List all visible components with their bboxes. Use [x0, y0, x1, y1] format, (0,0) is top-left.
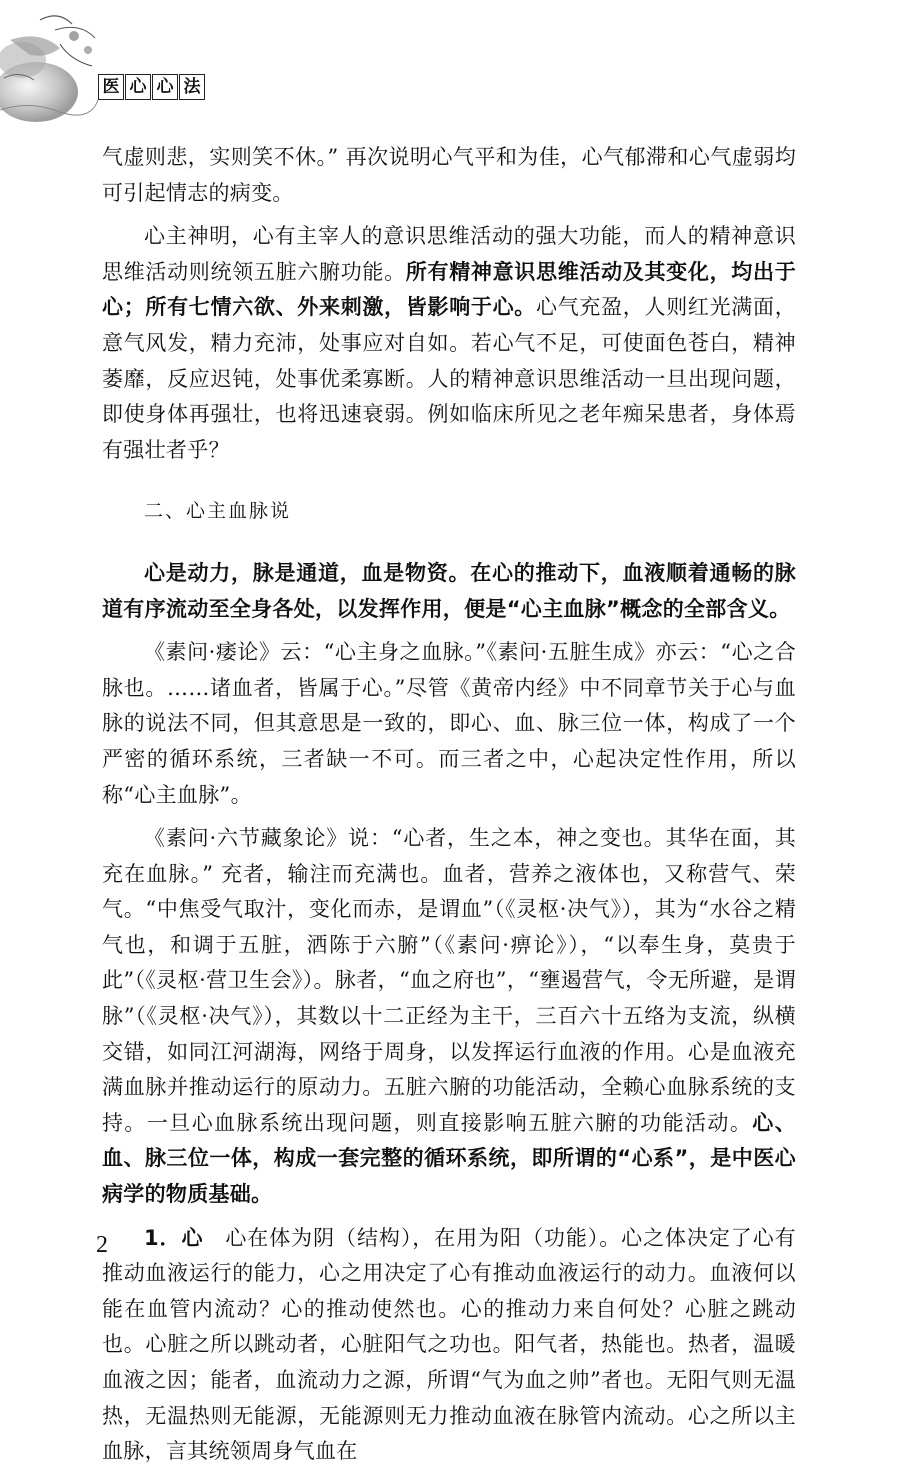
- paragraph-continuation: 气虚则悲，实则笑不休。” 再次说明心气平和为佳，心气郁滞和心气虚弱均可引起情志的病变。: [102, 145, 796, 205]
- paragraph-heart-item: [102, 1221, 796, 1470]
- text-run: 《素问·六节藏象论》说：“心者，生之本，神之变也。其华在面，其充在血脉。” 充者，输注而充满也。血者，营养之液体也，又称营气、荣气。“中焦受气取汁，变化而赤，是谓血”（《灵枢·决气》），其为“水谷之精气也，和调于五脏，洒陈于六腑”（《素问·痹论》），“以奉生身，莫贵于此”（《灵枢·营卫生会》）。脉者，“血之府也”，“壅遏营气，令无所避，是谓脉”（《灵枢·决气》），其数以十二正经为主干，三百六十五络为支流，纵横交错，如同江河湖海，网络于周身，以发挥运行血液的作用。心是血液充满血脉并推动运行的原动力。五脏六腑的功能活动，全赖心血脉系统的支持。一旦心血脉系统出现问题，则直接影响五脏六腑的功能活动。: [102, 826, 796, 1135]
- paragraph-heart-governs-spirit: [102, 219, 796, 468]
- book-title-char: 心: [125, 74, 151, 100]
- item-label: 1．心: [144, 1225, 204, 1250]
- paragraph-classics: 《素问·痿论》云：“心主身之血脉。”《素问·五脏生成》亦云：“心之合脉也。……诸血者，皆属于心。”尽管《黄帝内经》中不同章节关于心与血脉的说法不同，但其意思是一致的，即心、血、脉三位一体，构成了一个严密的循环系统，三者缺一不可。而三者之中，心起决定性作用，所以称“心主血脉”。: [102, 640, 796, 807]
- book-title: [98, 74, 205, 100]
- paragraph-definition: [102, 556, 796, 627]
- text-run: 心在体为阴（结构），在用为阳（功能）。心之体决定了心有推动血液运行的能力，心之用决定了心有推动血液运行的动力。血液何以能在血管内流动？心的推动使然也。心的推动力来自何处？心脏之跳动也。心脏之所以跳动者，心脏阳气之功也。阳气者，热能也。热者，温暖血液之因；能者，血流动力之源，所谓“气为血之帅”者也。无阳气则无温热，无温热则无能源，无能源则无力推动血液在脉管内流动。心之所以主血脉，言其统领周身气血在: [102, 1225, 796, 1464]
- page-body: [102, 140, 796, 1470]
- floral-ornament-icon: [0, 0, 220, 130]
- text-run: 心气充盈，人则红光满面，意气风发，精力充沛，处事应对自如。若心气不足，可使面色苍白，精神萎靡，反应迟钝，处事优柔寡断。人的精神意识思维活动一旦出现问题，即使身体再强壮，也将迅速衰弱。例如临床所见之老年痴呆患者，身体焉有强壮者乎？: [102, 295, 796, 462]
- section-heading: 二、心主血脉说: [144, 500, 292, 523]
- paragraph-liujie-zangxiang: [102, 821, 796, 1213]
- book-title-char: 法: [179, 74, 205, 100]
- page-header: [0, 0, 900, 140]
- page-number: 2: [96, 1232, 108, 1258]
- bold-run: 所有精神意识思维活动及其变化，均出于心；所有七情六欲、外来刺激，皆影响于心。: [102, 259, 796, 320]
- text-run: 血液顺着通畅的脉道有序流动至全身各处，以发挥作用，便是“心主血脉”概念的全部含义。: [102, 560, 796, 621]
- bold-run: 心是动力，脉是通道，血是物资。在心的推动下，: [144, 560, 623, 585]
- book-title-char: 医: [98, 74, 124, 100]
- text-run: 心主神明，心有主宰人的意识思维活动的强大功能，而人的精神意识思维活动则统领五脏六腑功能。: [102, 224, 796, 284]
- book-title-char: 心: [152, 74, 178, 100]
- bold-run: 心、血、脉三位一体，构成一套完整的循环系统，即所谓的“心系”，是中医心病学的物质基础。: [102, 1110, 796, 1207]
